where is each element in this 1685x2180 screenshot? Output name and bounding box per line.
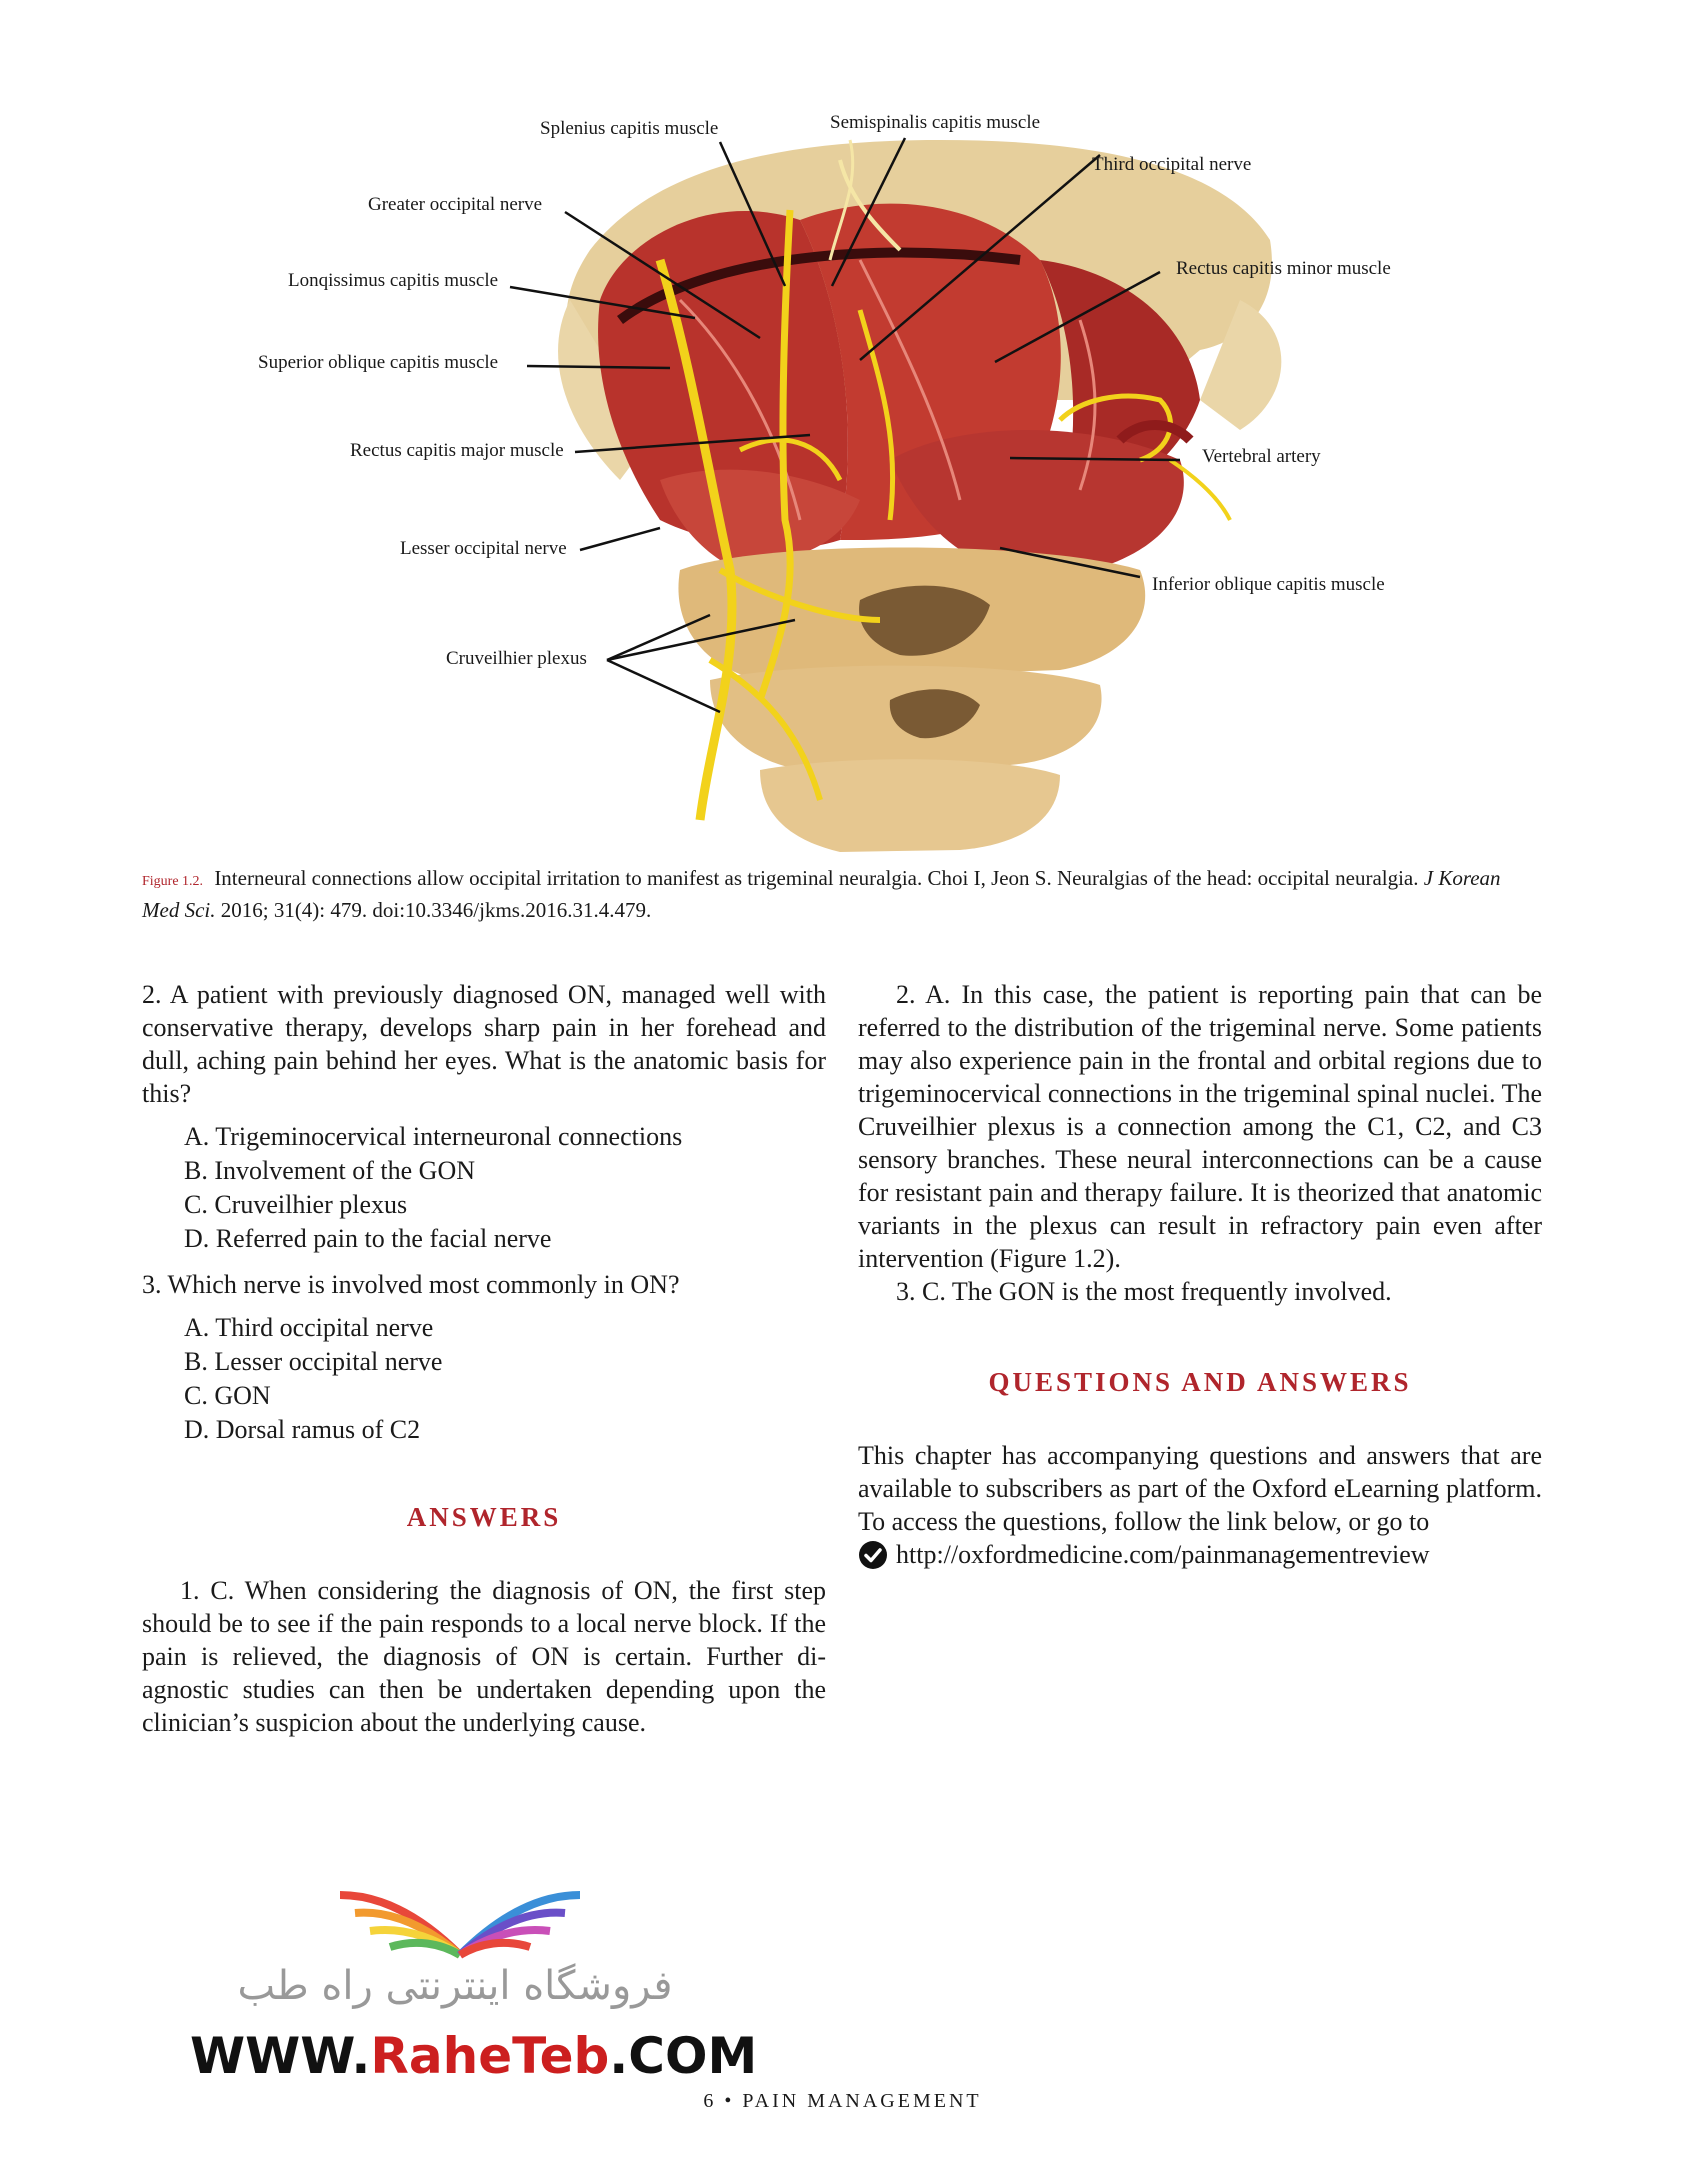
option-item: C. GON [184, 1381, 271, 1410]
option-item: A. Third occipital nerve [184, 1313, 434, 1342]
watermark-persian-text: فروشگاه اینترنتی راه طب [237, 1963, 673, 2009]
label-vertebral-artery: Vertebral artery [1202, 446, 1321, 467]
qa-description: This chapter has accompanying questions and answers that are available to subscribers as part of the Oxford eLearning platform. To access the questions, follow the link below, or go to [858, 1441, 1542, 1536]
answer-1: 1. C. When considering the diagnosis of ON, the first step should be to see if the pain responds to a local nerve block. If the pain is relieved, the diagnosis of ON is certain. Further diagnostic studies can then be undertaken depending upon the clinician’s suspicion about the underlying cause. [142, 1576, 826, 1737]
watermark-url-suffix: .COM [609, 2027, 758, 2085]
open-book-logo-icon [190, 1855, 730, 1965]
option-item: D. Dorsal ramus of C2 [184, 1415, 421, 1444]
page-footer: 6 • PAIN MANAGEMENT [703, 2090, 982, 2112]
figure-caption [142, 864, 1542, 924]
question-3-options [184, 1311, 826, 1447]
label-rectus-capitis-major: Rectus capitis major muscle [350, 440, 564, 461]
label-semispinalis-capitis: Semispinalis capitis muscle [830, 112, 1041, 133]
answers-heading: ANSWERS [406, 1502, 562, 1532]
label-superior-oblique-capitis: Superior oblique capitis muscle [258, 352, 499, 373]
label-inferior-oblique-capitis: Inferior oblique capitis muscle [1152, 574, 1385, 595]
figure-number: Figure 1.2. [142, 874, 204, 889]
anatomy-figure [240, 100, 1460, 870]
caption-citation: 2016; 31(4): 479. doi:10.3346/jkms.2016.31.4.479. [220, 898, 652, 922]
label-lesser-occipital-nerve: Lesser occipital nerve [400, 538, 567, 559]
caption-journal: J Korean Med Sci. [142, 866, 1501, 922]
questions-and-answers-heading: QUESTIONS AND ANSWERS [988, 1367, 1412, 1397]
option-item: C. Cruveilhier plexus [184, 1190, 408, 1219]
question-2-options [184, 1120, 826, 1256]
left-column [142, 978, 826, 1739]
label-rectus-capitis-minor: Rectus capitis minor muscle [1176, 258, 1391, 279]
watermark-url [190, 2027, 758, 2085]
label-splenius-capitis: Splenius capitis muscle [540, 118, 719, 139]
option-item: D. Referred pain to the facial nerve [184, 1224, 552, 1253]
answer-3: 3. C. The GON is the most frequently involved. [896, 1277, 1392, 1306]
answer-2: 2. A. In this case, the patient is reporting pain that can be referred to the distribution of the trigeminal nerve. Some patients may also experience pain in the frontal and orbital regions due to trigeminocervical connections in the trigeminal spinal nuclei. The Cruveilhier plexus is a connection among the C1, C2, and C3 sensory branches. These neural interconnections can be a cause for resistant pain and therapy failure. It is theorized that anatomic variants in the plexus can result in refractory pain even after intervention (Figure 1.2). [858, 980, 1542, 1273]
question-2: 2. A patient with previously diagnosed ON, managed well with conservative therapy, develops sharp pain in her forehead and dull, aching pain behind her eyes. What is the anatomic basis for this? [142, 980, 826, 1108]
caption-text: Interneural connections allow occipital irritation to manifest as trigeminal neuralgia. Choi I, Jeon S. Neuralgias of the head: occipital neuralgia. [214, 866, 1419, 890]
option-item: B. Involvement of the GON [184, 1156, 476, 1185]
label-longissimus-capitis: Lonqissimus capitis muscle [288, 270, 499, 291]
watermark [190, 1855, 758, 2085]
check-circle-icon [858, 1540, 888, 1570]
qa-link-line [858, 1538, 1542, 1571]
option-item: B. Lesser occipital nerve [184, 1347, 443, 1376]
label-greater-occipital-nerve: Greater occipital nerve [368, 194, 543, 215]
right-column [858, 978, 1542, 1571]
watermark-url-brand: RaheTeb [370, 2027, 610, 2085]
question-3: 3. Which nerve is involved most commonly in ON? [142, 1270, 680, 1299]
label-third-occipital-nerve: Third occipital nerve [1092, 154, 1252, 175]
label-cruveilhier-plexus: Cruveilhier plexus [446, 648, 587, 669]
option-item: A. Trigeminocervical interneuronal connections [184, 1122, 683, 1151]
qa-link[interactable]: http://oxfordmedicine.com/painmanagementreview [896, 1540, 1430, 1569]
watermark-url-prefix: WWW. [190, 2027, 371, 2085]
